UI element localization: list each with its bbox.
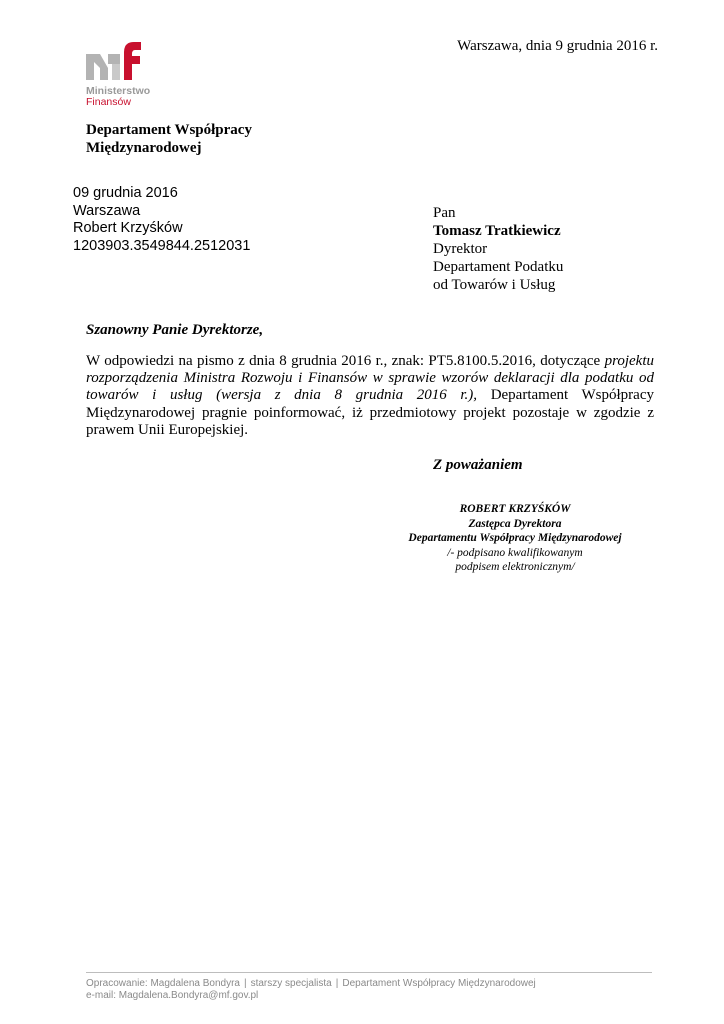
logo-text-ministerstwo: Ministerstwo <box>86 85 151 97</box>
letter-date-place: Warszawa, dnia 9 grudnia 2016 r. <box>457 38 658 54</box>
mf-logo-mark-icon <box>86 40 142 82</box>
footer-author: Opracowanie: Magdalena Bondyra <box>86 978 240 989</box>
page-footer <box>86 978 536 1002</box>
footer-dept: Departament Współpracy Międzynarodowej <box>342 978 536 989</box>
signature-role: Zastępca Dyrektora <box>468 517 562 530</box>
recipient-dept-line1: Departament Podatku <box>433 259 564 275</box>
signature-note-line2: podpisem elektronicznym/ <box>455 561 575 573</box>
signature-dept: Departamentu Współpracy Międzynarodowej <box>408 532 622 544</box>
recipient-position: Dyrektor <box>433 241 488 257</box>
signature-note-line1: /- podpisano kwalifikowanym <box>447 546 583 559</box>
meta-date: 09 grudnia 2016 <box>73 185 178 201</box>
letter-salutation: Szanowny Panie Dyrektorze, <box>86 322 264 338</box>
recipient-title: Pan <box>433 205 456 221</box>
ministry-logo <box>86 40 150 108</box>
recipient-name: Tomasz Tratkiewicz <box>433 223 561 239</box>
meta-signer: Robert Krzyśków <box>73 220 183 236</box>
letter-body-part1: W odpowiedzi na pismo z dnia 8 grudnia 2016 r., znak: PT5.8100.5.2016, dotyczące <box>86 353 605 369</box>
meta-place: Warszawa <box>73 202 141 219</box>
letter-body-italic: projektu rozporządzenia Ministra Rozwoju i Finansów w sprawie wzorów deklaracji dla podatku od towarów i usług (wersja z dnia 8 grudnia 2016 r.), <box>86 353 654 404</box>
footer-role: starszy specjalista <box>250 978 332 989</box>
footer-divider <box>86 972 652 973</box>
footer-separator: | <box>243 978 247 989</box>
logo-text-finansow: Finansów <box>86 96 131 108</box>
sender-department-line1: Departament Współpracy <box>86 122 252 138</box>
letter-body-part2: Departament Współpracy Międzynarodowej pragnie poinformować, iż przedmiotowy projekt pozostaje w zgodzie z prawem Unii Europejskiej. <box>86 387 654 438</box>
recipient-dept-line2: od Towarów i Usług <box>433 277 556 293</box>
signature-block <box>390 502 640 575</box>
document-metadata <box>73 185 250 255</box>
letter-body <box>86 353 654 439</box>
recipient-block <box>433 204 563 294</box>
sender-department <box>86 121 252 157</box>
footer-email: e-mail: Magdalena.Bondyra@mf.gov.pl <box>86 990 259 1001</box>
meta-document-id: 1203903.3549844.2512031 <box>73 237 251 254</box>
footer-line1 <box>86 978 536 990</box>
footer-separator: | <box>335 978 339 989</box>
sender-department-line2: Międzynarodowej <box>86 140 202 156</box>
signature-name: ROBERT KRZYŚKÓW <box>459 503 571 515</box>
letter-closing: Z poważaniem <box>433 457 523 473</box>
